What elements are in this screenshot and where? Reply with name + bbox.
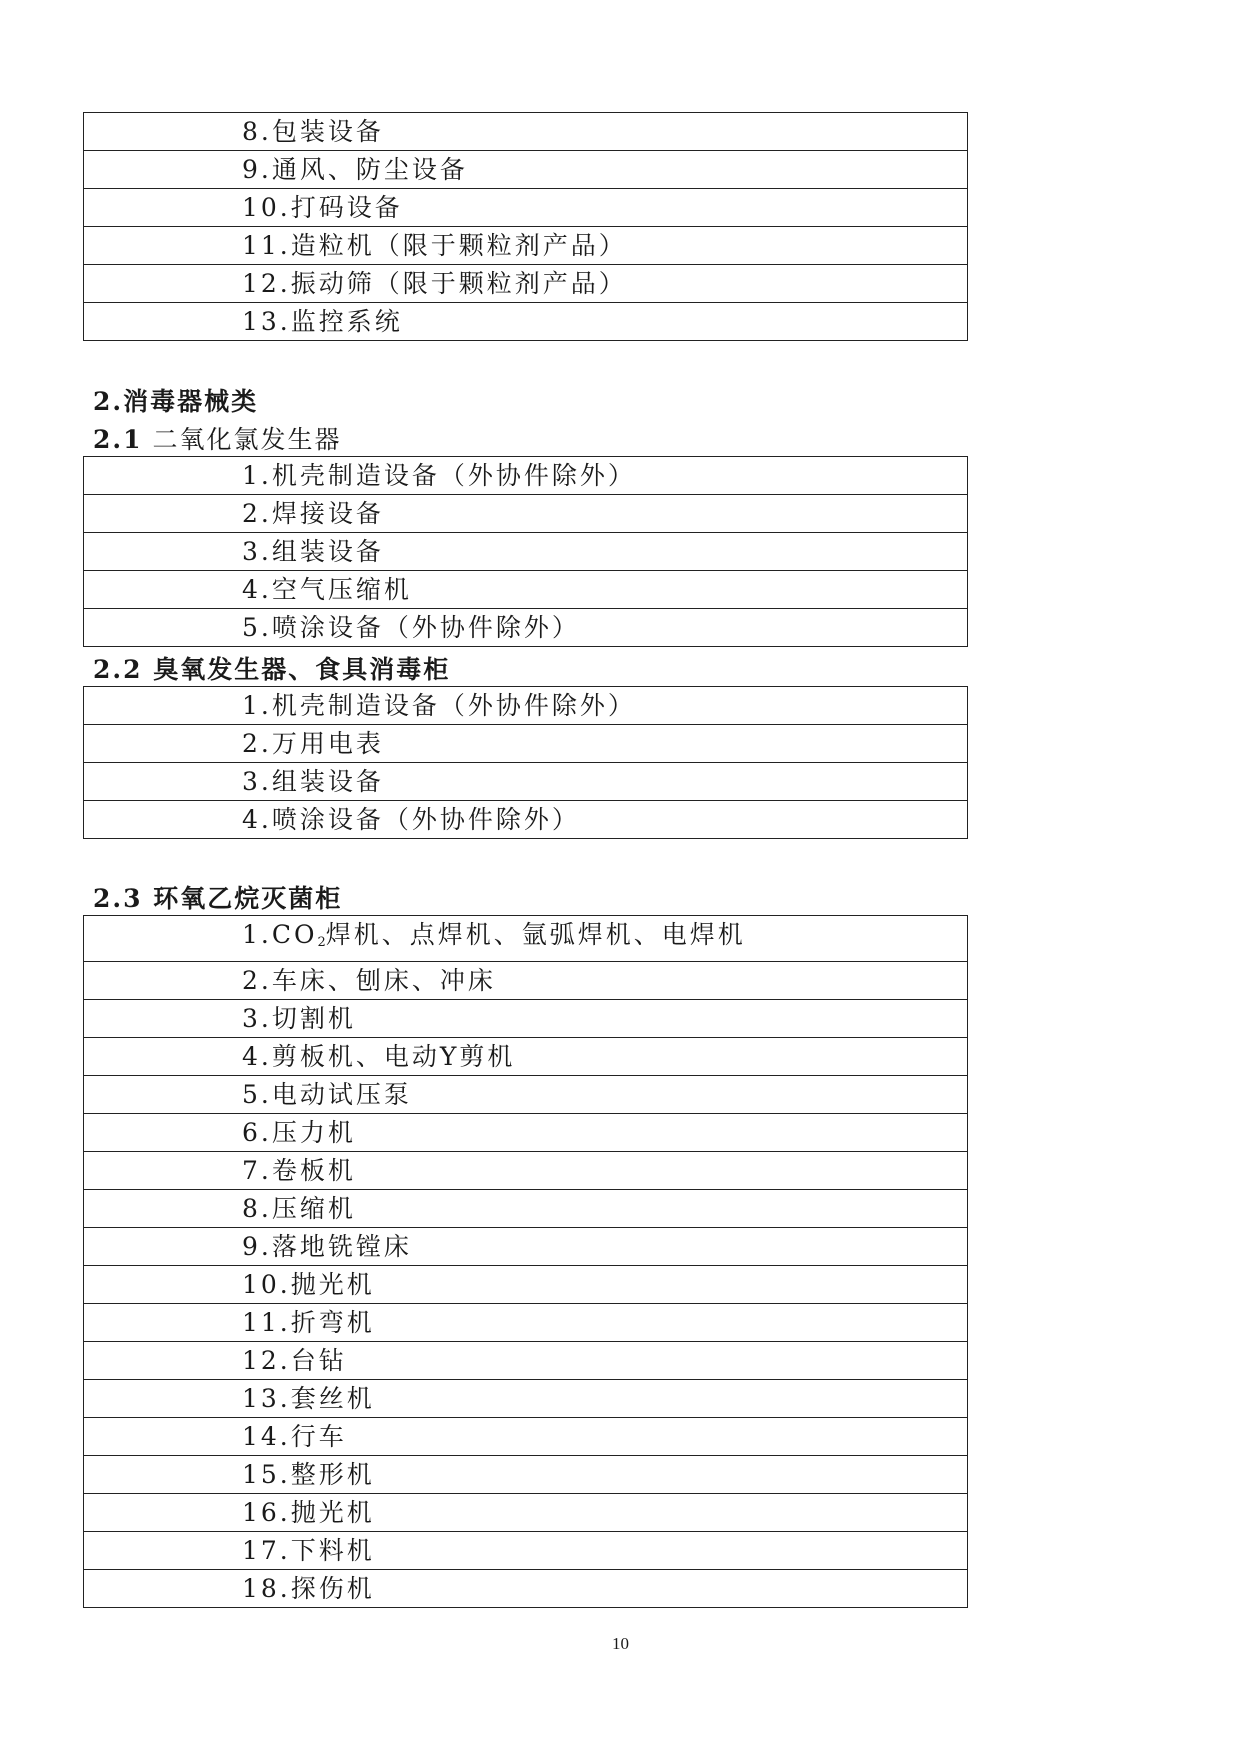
table-row: [84, 1266, 968, 1304]
table-row: [84, 189, 968, 227]
co2-prefix: 1.CO: [242, 920, 318, 949]
table-row: [84, 1418, 968, 1456]
subsection-heading-2-1: [93, 420, 341, 456]
table-cell: 14.行车: [84, 1418, 968, 1456]
table-cell: 3.组装设备: [84, 533, 968, 571]
table-cell: 12.台钻: [84, 1342, 968, 1380]
table-row: [84, 962, 968, 1000]
table-row: [84, 1000, 968, 1038]
equipment-table-2-2: [83, 686, 968, 839]
table-cell: 2.万用电表: [84, 725, 968, 763]
table-cell: [84, 916, 968, 962]
table-row: [84, 1228, 968, 1266]
table-cell: 2.车床、刨床、冲床: [84, 962, 968, 1000]
co2-suffix: 焊机、点焊机、氩弧焊机、电焊机: [325, 920, 746, 949]
table-cell: 13.监控系统: [84, 303, 968, 341]
table-row: [84, 725, 968, 763]
subsection-heading-2-2: 2.2 臭氧发生器、食具消毒柜: [93, 655, 451, 684]
table-row: [84, 265, 968, 303]
equipment-table-2-1: [83, 456, 968, 647]
table-cell: 4.剪板机、电动Y剪机: [84, 1038, 968, 1076]
table-row: [84, 457, 968, 495]
table-cell: 6.压力机: [84, 1114, 968, 1152]
table-cell: 10.打码设备: [84, 189, 968, 227]
table-row: [84, 763, 968, 801]
table-cell: 12.振动筛（限于颗粒剂产品）: [84, 265, 968, 303]
table-row: [84, 303, 968, 341]
table-row: [84, 1114, 968, 1152]
table-cell: 4.喷涂设备（外协件除外）: [84, 801, 968, 839]
table-row: [84, 1076, 968, 1114]
table-cell: 5.喷涂设备（外协件除外）: [84, 609, 968, 647]
table-cell: 1.机壳制造设备（外协件除外）: [84, 687, 968, 725]
table-cell: 18.探伤机: [84, 1570, 968, 1608]
table-cell: 3.组装设备: [84, 763, 968, 801]
table-row: [84, 1380, 968, 1418]
table-row: [84, 1570, 968, 1608]
table-cell: 11.折弯机: [84, 1304, 968, 1342]
table-row: [84, 533, 968, 571]
table-row: [84, 1190, 968, 1228]
table-cell: 8.压缩机: [84, 1190, 968, 1228]
table-cell: 13.套丝机: [84, 1380, 968, 1418]
table-cell: 17.下料机: [84, 1532, 968, 1570]
table-row: [84, 609, 968, 647]
table-cell: 9.落地铣镗床: [84, 1228, 968, 1266]
table-row: [84, 113, 968, 151]
table-cell: 9.通风、防尘设备: [84, 151, 968, 189]
table-row: [84, 227, 968, 265]
table-cell: 4.空气压缩机: [84, 571, 968, 609]
table-row: [84, 1152, 968, 1190]
equipment-table-top: [83, 112, 968, 341]
table-cell: 3.切割机: [84, 1000, 968, 1038]
table-row: [84, 1494, 968, 1532]
table-cell: 15.整形机: [84, 1456, 968, 1494]
table-cell: 11.造粒机（限于颗粒剂产品）: [84, 227, 968, 265]
subsection-heading-2-3: 2.3 环氧乙烷灭菌柜: [93, 884, 343, 913]
table-cell: 8.包装设备: [84, 113, 968, 151]
subsection-number-2-1: 2.1: [93, 425, 143, 454]
table-cell: 2.焊接设备: [84, 495, 968, 533]
table-row: [84, 916, 968, 962]
table-cell: 16.抛光机: [84, 1494, 968, 1532]
section-heading-2: 2.消毒器械类: [93, 387, 259, 416]
equipment-table-2-3: [83, 915, 968, 1608]
table-cell: 10.抛光机: [84, 1266, 968, 1304]
table-row: [84, 801, 968, 839]
table-cell: 7.卷板机: [84, 1152, 968, 1190]
page-number: 10: [612, 1634, 629, 1653]
table-row: [84, 1532, 968, 1570]
table-cell: 1.机壳制造设备（外协件除外）: [84, 457, 968, 495]
table-row: [84, 571, 968, 609]
table-cell: 5.电动试压泵: [84, 1076, 968, 1114]
co2-subscript: 2: [317, 935, 326, 950]
table-row: [84, 1342, 968, 1380]
table-row: [84, 495, 968, 533]
table-row: [84, 1456, 968, 1494]
subsection-title-2-1: 二氧化氯发生器: [152, 425, 342, 454]
table-row: [84, 1038, 968, 1076]
table-row: [84, 151, 968, 189]
table-row: [84, 1304, 968, 1342]
table-row: [84, 687, 968, 725]
